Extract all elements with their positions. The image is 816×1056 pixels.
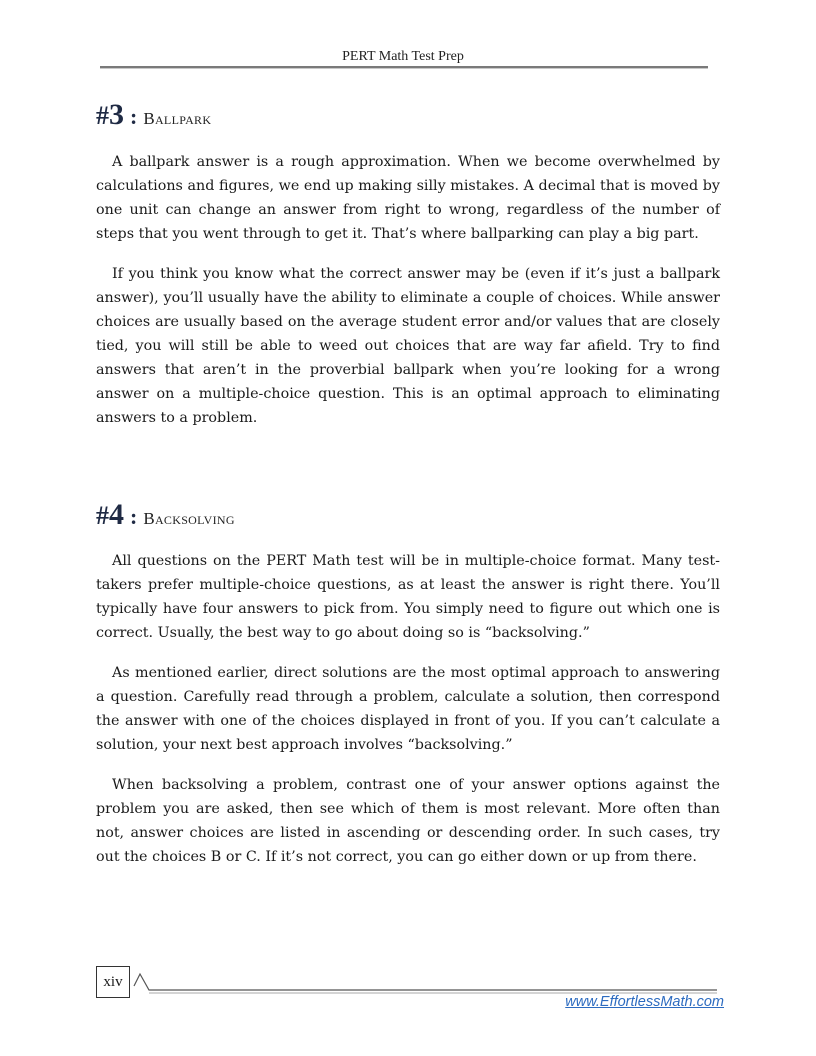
section-hash: # <box>96 101 109 130</box>
paragraph: If you think you know what the correct answer may be (even if it’s just a ballpark answer), you’ll usually have the ability to eliminate a couple of choices. While answer choices are usually based on the average student error and/or values that are closely tied, you will still be able to weed out choices that are way far afield. Try to find answers that aren’t in the proverbial ballpark when you’re looking for a wrong answer on a multiple-choice question. This is an optimal approach to eliminating answers to a problem. <box>96 266 720 426</box>
footer-rule <box>131 970 721 994</box>
website-link[interactable]: www.EffortlessMath.com <box>565 994 724 1010</box>
section-heading-backsolving <box>96 498 235 532</box>
section-colon: : <box>130 104 138 129</box>
section-title: Backsolving <box>143 509 235 528</box>
section-number: 3 <box>109 98 124 131</box>
section-hash: # <box>96 501 109 530</box>
section-title: Ballpark <box>143 109 212 128</box>
paragraph: All questions on the PERT Math test will be in multiple-choice format. Many test-takers prefer multiple-choice questions, as at least the answer is right there. You’ll typically have four answers to pick from. You simply need to figure out which one is correct. Usually, the best way to go about doing so is “backsolving.” <box>96 553 720 641</box>
page-header-title: PERT Math Test Prep <box>342 49 464 64</box>
section-number: 4 <box>109 498 124 531</box>
page-number: xiv <box>96 966 130 998</box>
section-heading-ballpark <box>96 98 211 132</box>
paragraph: As mentioned earlier, direct solutions are the most optimal approach to answering a question. Carefully read through a problem, calculate a solution, then correspond the answer with one of the choices displayed in front of you. If you can’t calculate a solution, your next best approach involves “backsolving.” <box>96 665 720 753</box>
header-rule <box>100 66 708 69</box>
paragraph: When backsolving a problem, contrast one of your answer options against the problem you are asked, then see which of them is most relevant. More often than not, answer choices are listed in ascending or descending order. In such cases, try out the choices B or C. If it’s not correct, you can go either down or up from there. <box>96 777 720 865</box>
paragraph: A ballpark answer is a rough approximation. When we become overwhelmed by calculations and figures, we end up making silly mistakes. A decimal that is moved by one unit can change an answer from right to wrong, regardless of the number of steps that you went through to get it. That’s where ballparking can play a big part. <box>96 154 720 242</box>
section-colon: : <box>130 504 138 529</box>
